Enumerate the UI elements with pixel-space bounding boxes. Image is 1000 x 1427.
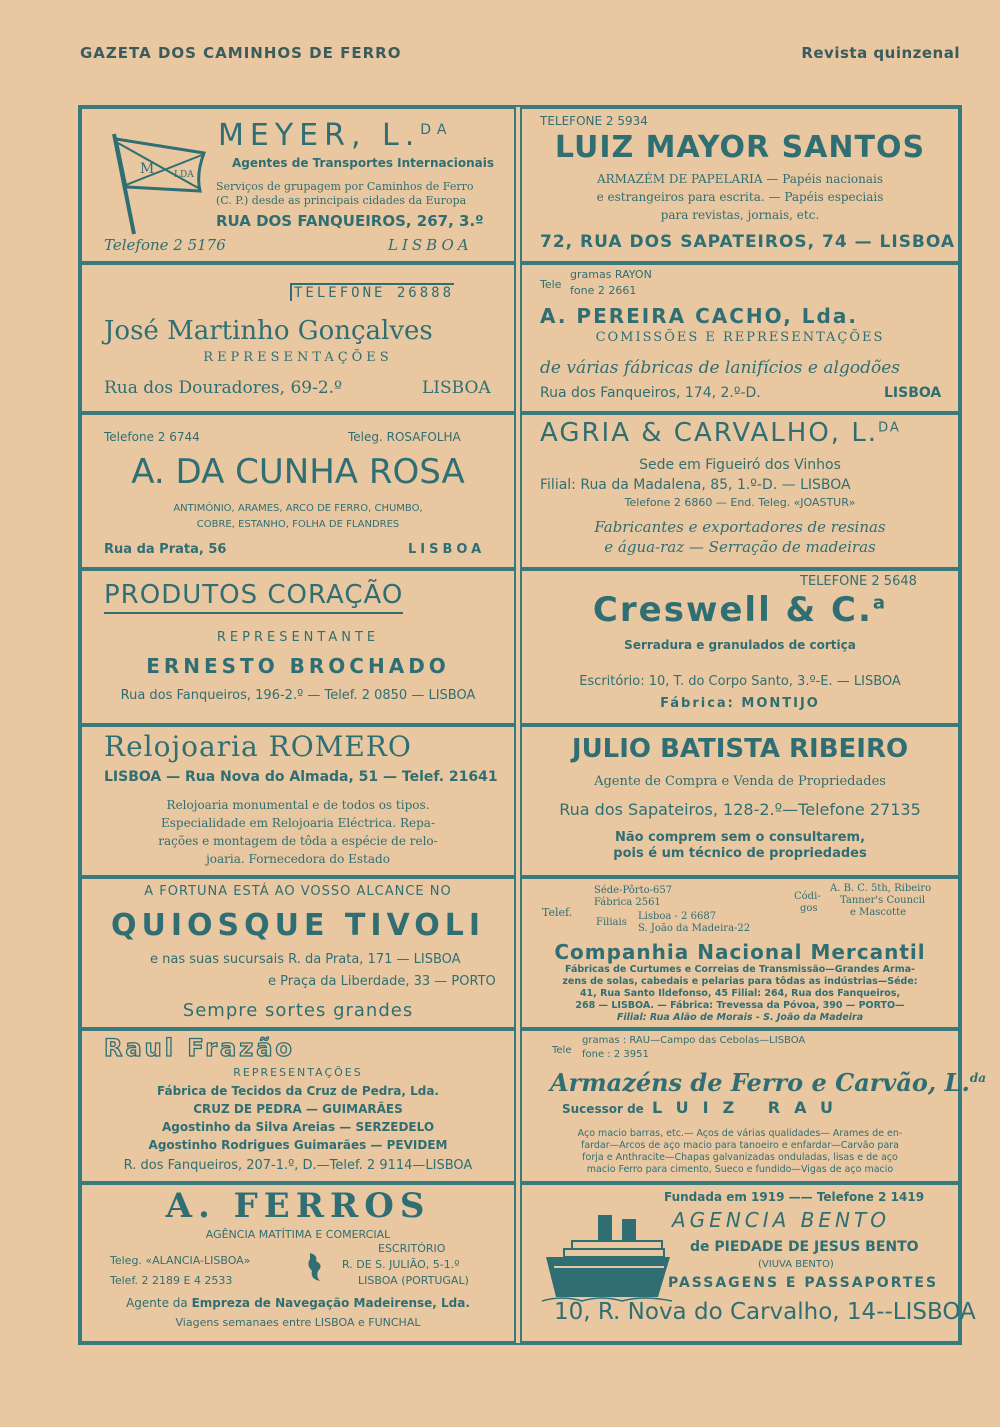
bento-name: AGENCIA BENTO xyxy=(672,1208,890,1232)
page-header-subtitle: Revista quinzenal xyxy=(801,44,960,62)
mercantil-code3: e Mascotte xyxy=(850,907,907,918)
mercantil-lisboa: Lisboa - 2 6687 xyxy=(638,911,717,922)
ferros-escritorio-line2: LISBOA (PORTUGAL) xyxy=(358,1274,469,1287)
mercantil-code2: Tanner's Council xyxy=(840,895,926,906)
tivoli-line1: e nas suas sucursais R. da Prata, 171 — LISBOA xyxy=(150,952,461,967)
ad-companhia-nacional-mercantil xyxy=(520,877,960,1029)
mercantil-sjoao: S. João da Madeira-22 xyxy=(638,923,751,934)
mercantil-line5: Filial: Rua Alão de Morais - S. João da Madeira xyxy=(616,1012,864,1023)
frazao-line4: Agostinho Rodrigues Guimarães — PEVIDEM xyxy=(148,1138,448,1152)
julio-line4: pois é um técnico de propriedades xyxy=(613,846,867,861)
ad-pereira-cacho xyxy=(520,263,960,413)
produtos-sub: REPRESENTANTE xyxy=(216,630,380,645)
julio-line2: Rua dos Sapateiros, 128-2.º—Telefone 27135 xyxy=(559,800,921,819)
ferros-line2: Viagens semanaes entre LISBOA e FUNCHAL xyxy=(175,1316,421,1329)
ferros-escritorio-line1: R. DE S. JULIÃO, 5-1.º xyxy=(342,1258,460,1271)
meyer-address: RUA DOS FANQUEIROS, 267, 3.º xyxy=(216,212,484,230)
armazens-line4: macio Ferro para cimento, Sueco e fundido—Vigas de aço macio xyxy=(586,1164,894,1175)
romero-line4: joaria. Fornecedora do Estado xyxy=(206,852,390,866)
cunha-teleg: Teleg. ROSAFOLHA xyxy=(348,430,461,444)
meyer-line1: Serviços de grupagem por Caminhos de Ferro xyxy=(216,180,474,193)
ad-produtos-coracao xyxy=(80,569,516,725)
romero-line3: rações e montagem de tôda a espécie de relo- xyxy=(158,834,438,848)
armazens-name: Armazéns de Ferro e Carvão, L.$^{da}$ xyxy=(550,1068,987,1097)
julio-line1: Agente de Compra e Venda de Propriedades xyxy=(594,774,886,789)
julio-line3: Não comprem sem o consultarem, xyxy=(614,830,866,845)
mercantil-gos: gos xyxy=(800,903,818,914)
bento-line3: PASSAGENS E PASSAPORTES xyxy=(668,1275,939,1291)
armazens-gramas: gramas : RAU—Campo das Cebolas—LISBOA xyxy=(582,1035,806,1046)
mayor-name: LUIZ MAYOR SANTOS xyxy=(554,130,926,165)
produtos-title: PRODUTOS CORAÇÃO xyxy=(104,581,403,614)
mayor-line1: ARMAZÉM DE PAPELARIA — Papéis nacionais xyxy=(596,172,884,186)
produtos-name: ERNESTO BROCHADO xyxy=(146,654,450,678)
tivoli-name: QUIOSQUE TIVOLI xyxy=(110,908,486,943)
romero-name: Relojoaria ROMERO xyxy=(104,730,412,763)
cunha-city: LISBOA xyxy=(408,542,486,557)
frazao-sub: REPRESENTAÇÕES xyxy=(233,1066,363,1079)
frazao-line3: Agostinho da Silva Areias — SERZEDELO xyxy=(161,1120,435,1134)
cacho-name: A. PEREIRA CACHO, Lda. xyxy=(540,304,858,328)
ferros-sub: AGÊNCIA MATÍTIMA E COMERCIAL xyxy=(205,1228,391,1241)
flag-letter-lda: LDA xyxy=(174,170,194,180)
romero-line0: LISBOA — Rua Nova do Almada, 51 — Telef. 21641 xyxy=(104,769,498,785)
cacho-sub: COMISSÕES E REPRESENTAÇÕES xyxy=(595,330,885,345)
mercantil-line2: zens de solas, cabedais e pelarias para tôdas as indústrias—Séde: xyxy=(562,976,918,987)
flag-letter-m: M xyxy=(140,161,155,177)
cacho-city: LISBOA xyxy=(884,385,942,401)
cunha-name: A. DA CUNHA ROSA xyxy=(131,452,465,492)
ad-creswell xyxy=(520,569,960,725)
cacho-gramas: gramas RAYON xyxy=(570,268,652,281)
ad-raul-frazao xyxy=(80,1029,516,1183)
creswell-line2: Escritório: 10, T. do Corpo Santo, 3.º-E. — LISBOA xyxy=(579,674,901,689)
cacho-fone: fone 2 2661 xyxy=(570,284,637,297)
frazao-line1: Fábrica de Tecidos da Cruz de Pedra, Lda. xyxy=(157,1084,439,1098)
ferros-line1: Agente da Empreza de Navegação Madeirense, Lda. xyxy=(126,1296,470,1310)
agria-name: AGRIA & CARVALHO, L.$^{DA}$ xyxy=(540,418,901,448)
armazens-line3: forja e Anthracite—Chapas galvanizadas onduladas, lisas e de aço xyxy=(582,1152,898,1163)
meyer-name: MEYER, L.$^{DA}$ xyxy=(218,118,453,153)
frazao-line2: CRUZ DE PEDRA — GUIMARÃES xyxy=(193,1102,403,1116)
bento-top: Fundada em 1919 —— Telefone 2 1419 xyxy=(664,1190,925,1204)
mercantil-fabrica: Fábrica 2561 xyxy=(594,897,661,908)
bento-line2: (VIUVA BENTO) xyxy=(758,1259,834,1270)
mayor-phone: TELEFONE 2 5934 xyxy=(540,114,648,128)
ferros-escritorio: ESCRITÓRIO xyxy=(378,1242,446,1255)
creswell-phone: TELEFONE 2 5648 xyxy=(800,574,917,589)
cacho-address: Rua dos Fanqueiros, 174, 2.º-D. xyxy=(540,385,761,401)
mercantil-telef: Telef. xyxy=(542,906,573,919)
meyer-line2: (C. P.) desde as principais cidades da Europa xyxy=(216,194,467,207)
mayor-address: 72, RUA DOS SAPATEIROS, 74 — LISBOA xyxy=(540,232,956,252)
creswell-line1: Serradura e granulados de cortiça xyxy=(624,638,856,652)
cunha-address: Rua da Prata, 56 xyxy=(104,542,227,557)
ad-cunha-rosa xyxy=(80,413,516,569)
ad-a-ferros xyxy=(80,1183,516,1343)
romero-line1: Relojoaria monumental e de todos os tipos. xyxy=(166,798,430,812)
cunha-phone: Telefone 2 6744 xyxy=(104,430,200,444)
meyer-phone: Telefone 2 5176 xyxy=(104,236,226,254)
mercantil-codi: Códi- xyxy=(794,891,821,902)
ad-luiz-mayor-santos xyxy=(520,107,960,263)
cacho-line1: de várias fábricas de lanifícios e algodões xyxy=(540,358,900,378)
mercantil-name: Companhia Nacional Mercantil xyxy=(554,940,926,964)
meyer-city: LISBOA xyxy=(388,236,473,254)
ad-armazens-ferro-carvao xyxy=(520,1029,987,1183)
tivoli-line2: e Praça da Liberdade, 33 — PORTO xyxy=(268,974,496,989)
ferros-telef: Telef. 2 2189 E 4 2533 xyxy=(110,1274,233,1287)
ad-agencia-bento xyxy=(520,1183,976,1343)
jose-city: LISBOA xyxy=(422,378,491,398)
ad-relojoaria-romero xyxy=(80,725,516,877)
cunha-line1: ANTIMÓNIO, ARAMES, ARCO DE FERRO, CHUMBO, xyxy=(173,503,423,514)
armazens-suc: Sucessor de xyxy=(562,1102,644,1116)
creswell-line3: Fábrica: MONTIJO xyxy=(660,696,820,711)
romero-line2: Especialidade em Relojoaria Eléctrica. Repa- xyxy=(160,816,435,830)
ad-agria-carvalho xyxy=(520,413,960,569)
agria-line5: e água-raz — Serração de madeiras xyxy=(604,538,876,556)
madeira-island-icon xyxy=(304,1251,326,1283)
mercantil-code1: A. B. C. 5th, Ribeiro xyxy=(830,883,932,894)
creswell-name: Creswell & C.$^a$ xyxy=(592,590,888,630)
agria-line2: Filial: Rua da Madalena, 85, 1.º-D. — LISBOA xyxy=(540,477,851,493)
ad-quiosque-tivoli xyxy=(80,877,516,1029)
jose-phone: TELEFONE 26888 xyxy=(290,283,454,301)
cacho-tele: Tele xyxy=(540,278,562,291)
julio-name: JULIO BATISTA RIBEIRO xyxy=(571,734,909,764)
jose-name: José Martinho Gonçalves xyxy=(104,316,433,346)
bento-address: 10, R. Nova do Carvalho, 14--LISBOA xyxy=(554,1299,976,1325)
mayor-line3: para revistas, jornais, etc. xyxy=(660,208,820,222)
ship-icon xyxy=(542,1213,672,1303)
ad-julio-batista-ribeiro xyxy=(520,725,960,877)
armazens-line1: Aço macio barras, etc.— Aços de várias qualidades— Arames de en- xyxy=(577,1128,903,1139)
produtos-address: Rua dos Fanqueiros, 196-2.º — Telef. 2 0850 — LISBOA xyxy=(120,688,476,703)
jose-address: Rua dos Douradores, 69-2.º xyxy=(104,378,343,398)
armazens-suc-name: LUIZ RAU xyxy=(652,1098,847,1117)
mayor-line2: e estrangeiros para escrita. — Papéis especiais xyxy=(596,190,884,204)
agria-line3: Telefone 2 6860 — End. Teleg. «JOASTUR» xyxy=(624,496,856,509)
bento-line1: de PIEDADE DE JESUS BENTO xyxy=(690,1239,919,1255)
mercantil-sede: Séde-Pôrto-657 xyxy=(594,885,673,896)
flag-icon xyxy=(104,129,214,239)
armazens-fone: fone : 2 3951 xyxy=(582,1049,649,1060)
armazens-tele: Tele xyxy=(552,1045,572,1056)
mercantil-filiais: Filiais xyxy=(596,917,627,928)
mercantil-line4: 268 — LISBOA. — Fábrica: Trevessa da Póvoa, 390 — PORTO— xyxy=(575,1000,905,1011)
ad-meyer xyxy=(80,107,516,263)
ad-jose-martinho-goncalves xyxy=(80,263,516,413)
tivoli-line3: Sempre sortes grandes xyxy=(182,1000,414,1021)
frazao-name: Raul Frazão xyxy=(104,1034,295,1062)
mercantil-line3: 41, Rua Santo Ildefonso, 45 Filial: 264, Rua dos Fanqueiros, xyxy=(579,988,901,999)
jose-sub: REPRESENTAÇÕES xyxy=(203,350,393,365)
tivoli-top: A FORTUNA ESTÁ AO VOSSO ALCANCE NO xyxy=(144,884,452,899)
agria-line1: Sede em Figueiró dos Vinhos xyxy=(639,457,841,473)
meyer-agents: Agentes de Transportes Internacionais xyxy=(232,156,494,170)
mercantil-line1: Fábricas de Curtumes e Correias de Transmissão—Grandes Arma- xyxy=(565,964,915,975)
page-header-title: GAZETA DOS CAMINHOS DE FERRO xyxy=(80,44,402,62)
agria-line4: Fabricantes e exportadores de resinas xyxy=(594,518,886,536)
armazens-line2: fardar—Arcos de aço macio para tanoeiro e enfardar—Carvão para xyxy=(580,1140,899,1151)
ferros-teleg: Teleg. «ALANCIA-LISBOA» xyxy=(110,1254,251,1267)
ferros-name: A. FERROS xyxy=(165,1186,431,1226)
frazao-address: R. dos Fanqueiros, 207-1.º, D.—Telef. 2 9114—LISBOA xyxy=(123,1158,473,1173)
cunha-line2: COBRE, ESTANHO, FOLHA DE FLANDRES xyxy=(196,519,400,530)
